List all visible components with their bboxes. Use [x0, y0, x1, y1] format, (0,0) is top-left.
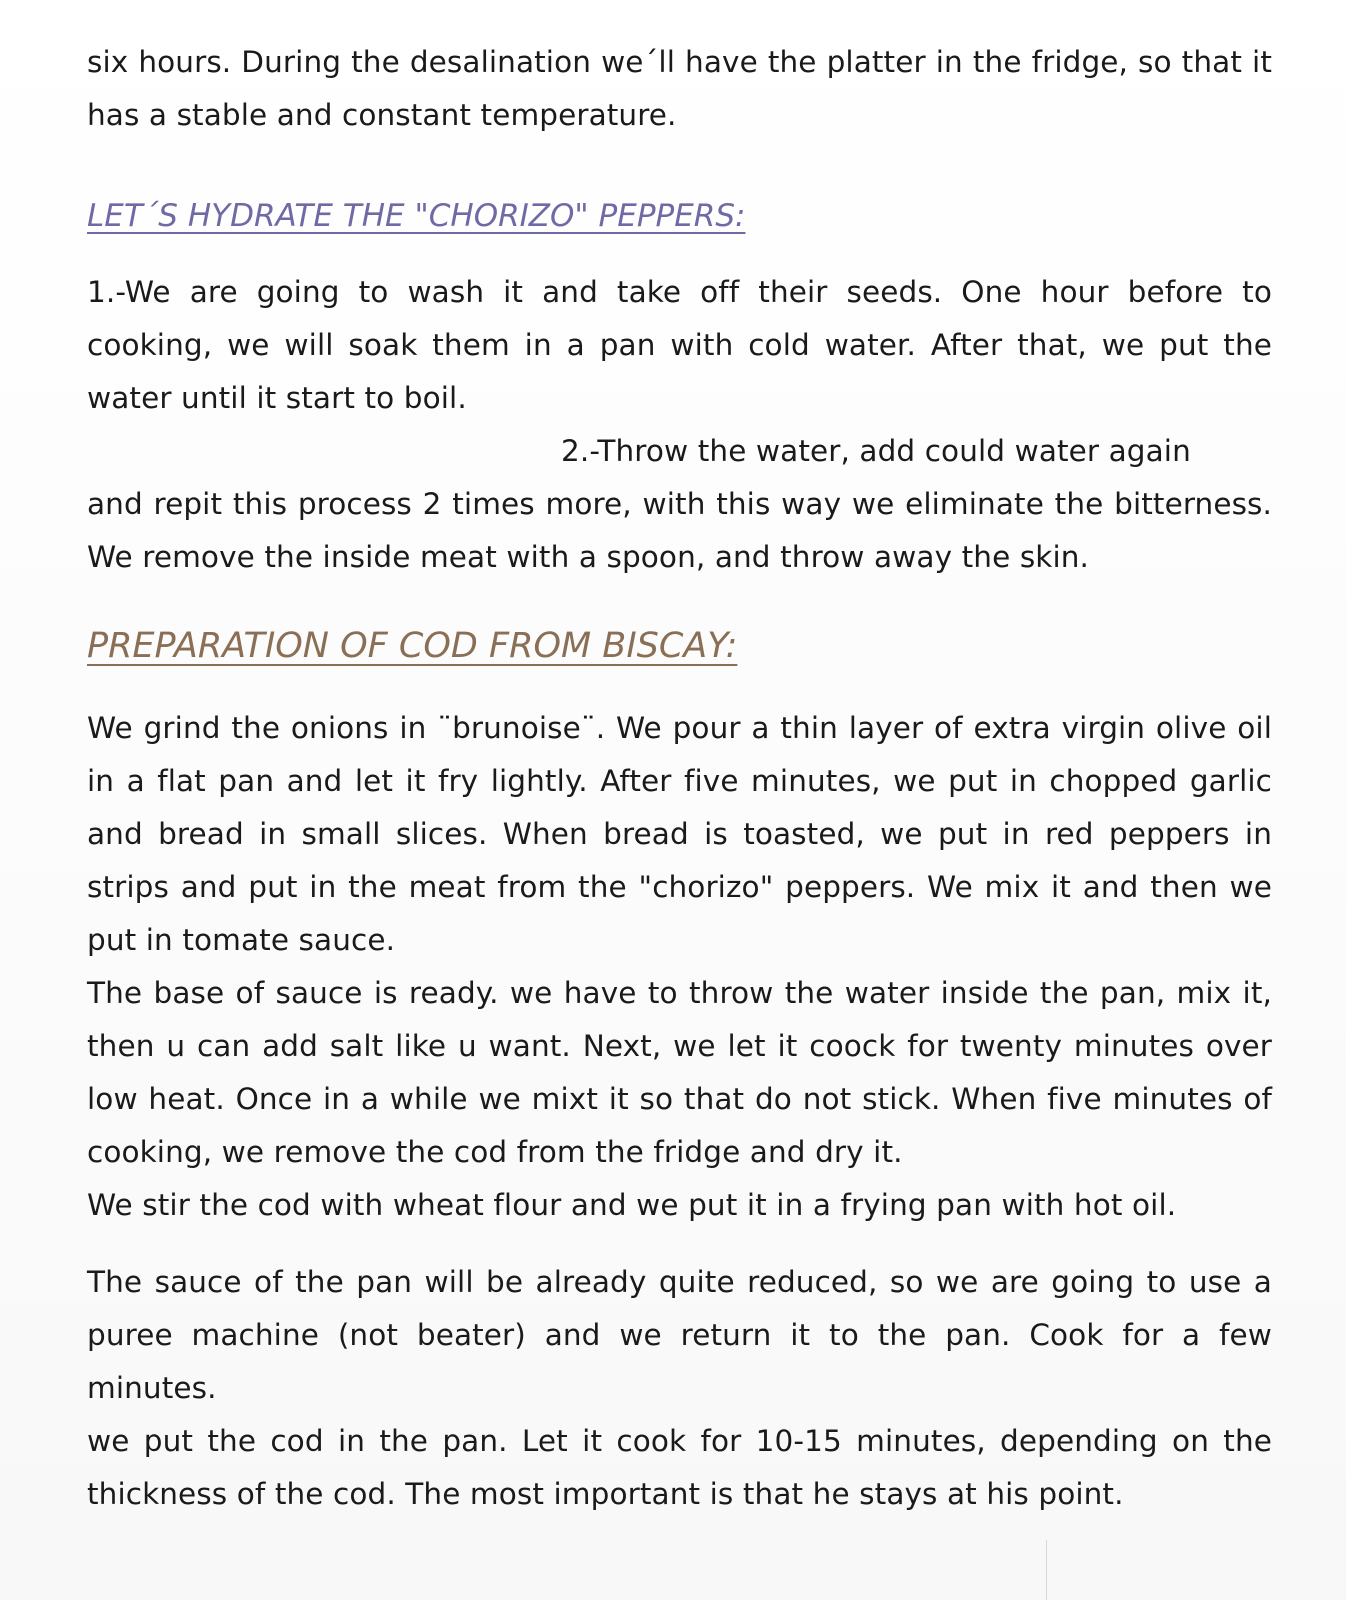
- preparation-heading: PREPARATION OF COD FROM BISCAY:: [87, 626, 738, 666]
- preparation-heading-wrap: [87, 624, 1272, 668]
- hydrate-heading: LET´S HYDRATE THE "CHORIZO" PEPPERS:: [87, 198, 746, 234]
- hydrate-step-1: 1.-We are going to wash it and take off their seeds. One hour before to cooking, we will soak them in a pan with cold water. After that, we put the water until it start to boil.: [87, 275, 1272, 415]
- intro-paragraph: six hours. During the desalination we´ll have the platter in the fridge, so that it has a stable and constant temperature.: [87, 45, 1272, 132]
- preparation-paragraph-1b: The base of sauce is ready. we have to throw the water inside the pan, mix it, then u can add salt like u want. Next, we let it coock for twenty minutes over low heat. Once in a while we mixt it so that do not stick. When five minutes of cooking, we remove the cod from the fridge and dry it.: [87, 976, 1272, 1169]
- hydrate-step-2-rest: and repit this process 2 times more, with this way we eliminate the bitterness. We remove the inside meat with a spoon, and throw away the skin.: [87, 487, 1272, 574]
- preparation-paragraph-2a: The sauce of the pan will be already quite reduced, so we are going to use a puree machine (not beater) and we return it to the pan. Cook for a few minutes.: [87, 1265, 1272, 1405]
- preparation-paragraph-1a: We grind the onions in ¨brunoise¨. We pour a thin layer of extra virgin olive oil in a flat pan and let it fry lightly. After five minutes, we put in chopped garlic and bread in small slices. When bread is toasted, we put in red peppers in strips and put in the meat from the "chorizo" peppers. We mix it and then we put in tomate sauce.: [87, 711, 1272, 957]
- hydrate-step-2-first-line: 2.-Throw the water, add could water again: [561, 434, 1191, 468]
- hydrate-heading-wrap: [87, 196, 1272, 236]
- preparation-paragraph-2b: we put the cod in the pan. Let it cook for 10-15 minutes, depending on the thickness of the cod. The most important is that he stays at his point.: [87, 1424, 1272, 1511]
- preparation-paragraph-1c: We stir the cod with wheat flour and we put it in a frying pan with hot oil.: [87, 1188, 1177, 1222]
- document-content: [87, 36, 1272, 1521]
- paragraph-gap: [87, 1232, 1272, 1256]
- scan-edge-line: [1046, 1540, 1047, 1600]
